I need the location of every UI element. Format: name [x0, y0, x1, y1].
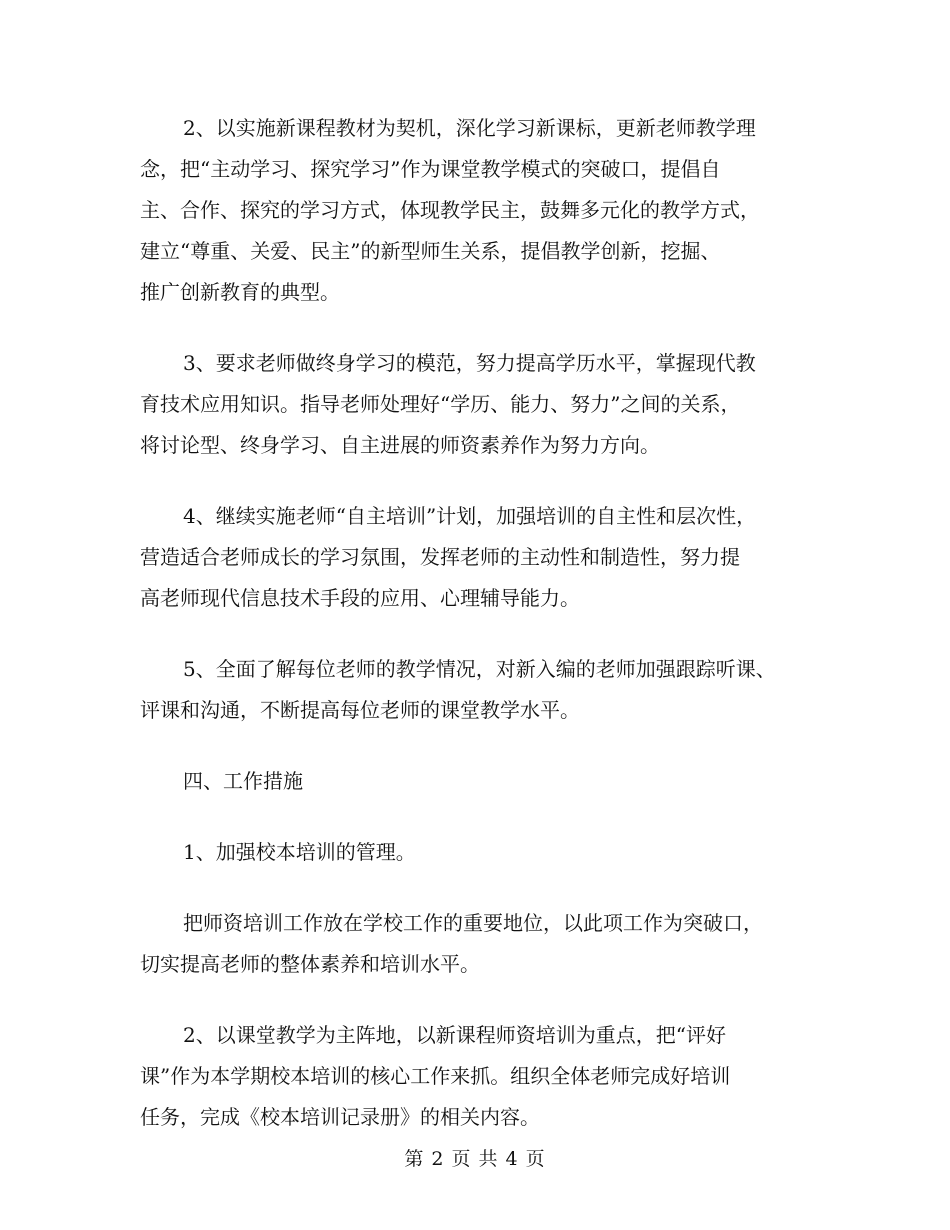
paragraph-line: 4、继续实施老师“自主培训”计划，加强培训的自主性和层次性，	[183, 504, 757, 528]
paragraph-item-2	[140, 108, 820, 313]
paragraph-line: 5、全面了解每位老师的教学情况，对新入编的老师加强跟踪听课、	[183, 657, 776, 681]
paragraph-line: 1、加强校本培训的管理。	[183, 840, 416, 864]
paragraph-line: 营造适合老师成长的学习氛围，发挥老师的主动性和制造性，努力提	[140, 545, 740, 569]
paragraph-line: 课”作为本学期校本培训的核心工作来抓。组织全体老师完成好培训	[140, 1064, 731, 1088]
paragraph-line: 评课和沟通，不断提高每位老师的课堂教学水平。	[140, 698, 580, 722]
paragraph-line: 推广创新教育的典型。	[140, 280, 340, 304]
paragraph-line: 切实提高老师的整体素养和培训水平。	[140, 952, 480, 976]
section-heading-line: 四、工作措施	[183, 769, 303, 793]
paragraph-line: 把师资培训工作放在学校工作的重要地位，以此项工作为突破口，	[183, 911, 763, 935]
paragraph-line: 将讨论型、终身学习、自主进展的师资素养作为努力方向。	[140, 433, 660, 457]
document-body	[140, 108, 820, 1168]
paragraph-line: 2、以课堂教学为主阵地，以新课程师资培训为重点，把“评好	[183, 1023, 726, 1047]
paragraph-line: 3、要求老师做终身学习的模范，努力提高学历水平，掌握现代教	[183, 351, 756, 375]
paragraph-line: 任务，完成《校本培训记录册》的相关内容。	[140, 1105, 540, 1129]
paragraph-line: 育技术应用知识。指导老师处理好“学历、能力、努力”之间的关系，	[140, 392, 741, 416]
measure-item-1-body	[140, 903, 820, 985]
paragraph-line: 建立“尊重、关爱、民主”的新型师生关系，提倡教学创新，挖掘、	[140, 239, 721, 263]
paragraph-item-4	[140, 496, 820, 619]
measure-item-1-heading	[140, 832, 820, 873]
section-heading-measures	[140, 761, 820, 802]
page-number-footer: 第 2 页 共 4 页	[404, 1148, 546, 1170]
paragraph-item-3	[140, 343, 820, 466]
paragraph-line: 主、合作、探究的学习方式，体现教学民主，鼓舞多元化的教学方式，	[140, 198, 760, 222]
measure-item-2	[140, 1015, 820, 1138]
paragraph-line: 高老师现代信息技术手段的应用、心理辅导能力。	[140, 586, 580, 610]
paragraph-line: 2、以实施新课程教材为契机，深化学习新课标，更新老师教学理	[183, 116, 756, 140]
paragraph-item-5	[140, 649, 820, 731]
paragraph-line: 念，把“主动学习、探究学习”作为课堂教学模式的突破口，提倡自	[140, 157, 721, 181]
